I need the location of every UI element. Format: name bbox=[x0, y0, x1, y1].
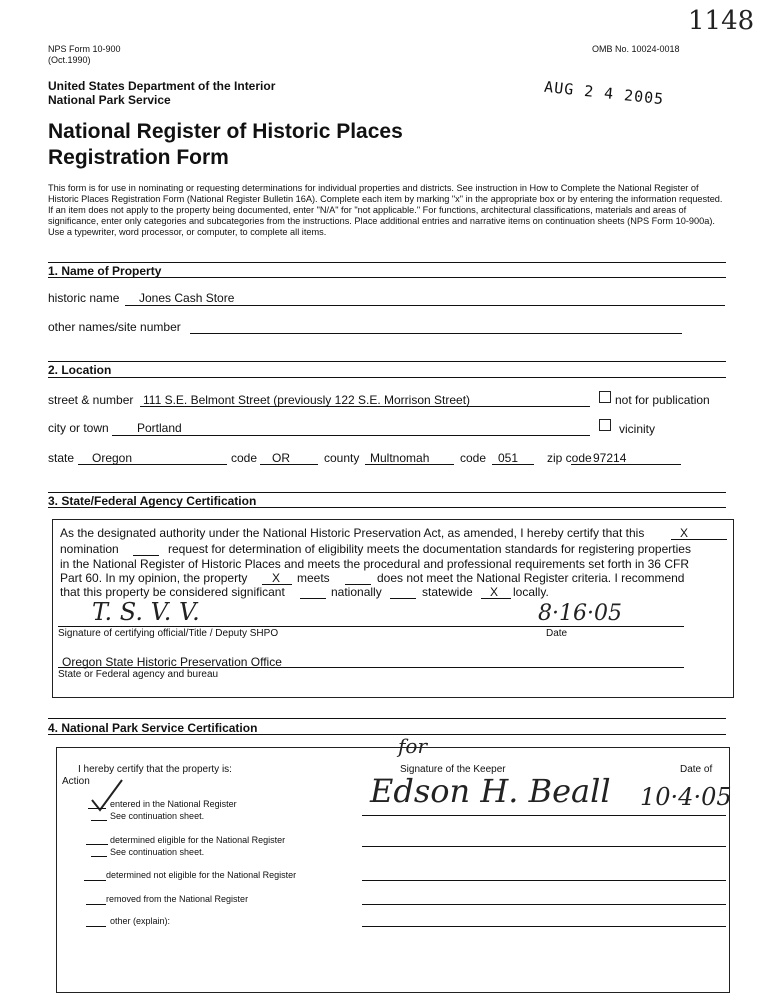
field-underline bbox=[190, 333, 682, 334]
city-label: city or town bbox=[48, 421, 109, 435]
county-code-label: code bbox=[460, 451, 487, 465]
cert-line3: in the National Register of Historic Places and meets the procedural and professional requirements set forth in 36 CFR bbox=[60, 557, 689, 571]
date-of-action-label: Date of bbox=[680, 764, 713, 775]
historic-name-label: historic name bbox=[48, 291, 120, 305]
field-underline bbox=[78, 464, 227, 465]
keeper-label: Signature of the Keeper bbox=[400, 764, 506, 775]
cert-line5-a: that this property be considered significant bbox=[60, 585, 285, 599]
signature-line bbox=[362, 926, 726, 927]
field-underline bbox=[133, 555, 159, 556]
page-title-line1: National Register of Historic Places bbox=[48, 120, 403, 143]
page-number-annotation: 1148 bbox=[688, 6, 755, 36]
divider bbox=[48, 507, 726, 508]
item-removed-label: removed from the National Register bbox=[106, 894, 249, 904]
county-label: county bbox=[324, 451, 360, 465]
other-names-label: other names/site number bbox=[48, 320, 181, 334]
certify-label: I hereby certify that the property is: bbox=[78, 764, 232, 775]
field-underline bbox=[140, 406, 590, 407]
signature-line bbox=[362, 846, 726, 847]
meets-mark[interactable]: X bbox=[272, 571, 281, 585]
action-label: Action bbox=[62, 776, 90, 787]
omb-number: OMB No. 10024-0018 bbox=[592, 44, 680, 54]
statewide-mark[interactable]: X bbox=[490, 585, 499, 599]
section1-heading: 1. Name of Property bbox=[48, 264, 162, 278]
date-label: Date bbox=[546, 628, 568, 639]
item-blank bbox=[91, 856, 107, 857]
field-underline bbox=[125, 305, 725, 306]
department: United States Department of the Interior bbox=[48, 79, 276, 93]
service: National Park Service bbox=[48, 93, 171, 107]
keeper-signature: Edson H. Beall bbox=[370, 772, 611, 810]
item-blank bbox=[86, 926, 106, 927]
form-date: (Oct.1990) bbox=[48, 55, 91, 65]
section2-heading: 2. Location bbox=[48, 363, 112, 377]
field-underline bbox=[112, 435, 590, 436]
cert-line4-a: Part 60. In my opinion, the property bbox=[60, 571, 248, 585]
item-not-eligible-label: determined not eligible for the National Register bbox=[106, 870, 297, 880]
state-label: state bbox=[48, 451, 75, 465]
cert-line1: As the designated authority under the National Historic Preservation Act, as amended, I hereby certify that this bbox=[60, 526, 645, 540]
item-blank bbox=[88, 808, 106, 809]
cert-line5-d: locally. bbox=[513, 585, 549, 599]
cert-line5-b: nationally bbox=[331, 585, 382, 599]
keeper-signature-line bbox=[362, 815, 726, 816]
received-date-stamp: AUG 2 4 2005 bbox=[543, 77, 665, 109]
certifying-signature: T. S. V. V. bbox=[92, 598, 200, 626]
keeper-date: 10·4·05 bbox=[640, 783, 732, 811]
section3-heading: 3. State/Federal Agency Certification bbox=[48, 494, 257, 508]
signature-line bbox=[58, 626, 684, 627]
state-field[interactable]: Oregon bbox=[92, 451, 133, 465]
page-title-line2: Registration Form bbox=[48, 146, 229, 169]
field-underline bbox=[492, 464, 534, 465]
divider bbox=[48, 492, 726, 493]
state-code-label: code bbox=[231, 451, 258, 465]
item-blank bbox=[86, 844, 108, 845]
historic-name-field[interactable]: Jones Cash Store bbox=[139, 291, 235, 305]
zip-field[interactable]: 97214 bbox=[593, 451, 627, 465]
cert-line4-b: meets bbox=[297, 571, 330, 585]
field-underline bbox=[671, 539, 727, 540]
item-eligible-label: determined eligible for the National Register bbox=[110, 835, 286, 845]
cert-line2-b: request for determination of eligibility meets the documentation standards for registering properties bbox=[168, 542, 691, 556]
cert-line2-a: nomination bbox=[60, 542, 119, 556]
section4-heading: 4. National Park Service Certification bbox=[48, 721, 258, 735]
street-field[interactable]: 111 S.E. Belmont Street (previously 122 S.E. Morrison Street) bbox=[143, 393, 471, 407]
not-for-publication-label: not for publication bbox=[615, 393, 710, 407]
item-entered-label: entered in the National Register bbox=[110, 799, 237, 809]
field-underline bbox=[365, 464, 454, 465]
county-code-field[interactable]: 051 bbox=[498, 451, 519, 465]
divider bbox=[48, 734, 726, 735]
item-blank bbox=[86, 904, 106, 905]
divider bbox=[48, 718, 726, 719]
certifying-signature-date: 8·16·05 bbox=[538, 601, 622, 626]
field-underline bbox=[571, 464, 681, 465]
item-eligible-sub: See continuation sheet. bbox=[110, 847, 205, 857]
field-underline bbox=[481, 598, 511, 599]
state-code-field[interactable]: OR bbox=[272, 451, 290, 465]
city-field[interactable]: Portland bbox=[137, 421, 182, 435]
vicinity-label: vicinity bbox=[619, 422, 656, 436]
not-for-publication-checkbox[interactable] bbox=[599, 391, 611, 403]
divider bbox=[48, 377, 726, 378]
cert-line5-c: statewide bbox=[422, 585, 473, 599]
divider bbox=[48, 262, 726, 263]
street-label: street & number bbox=[48, 393, 134, 407]
agency-label: State or Federal agency and bureau bbox=[58, 669, 219, 680]
field-underline bbox=[300, 598, 326, 599]
form-number: NPS Form 10-900 bbox=[48, 44, 121, 54]
signature-line bbox=[362, 904, 726, 905]
county-field[interactable]: Multnomah bbox=[370, 451, 430, 465]
divider bbox=[48, 361, 726, 362]
zip-label: zip code bbox=[547, 451, 592, 465]
item-blank bbox=[91, 820, 107, 821]
cert-line4-c: does not meet the National Register criteria. I recommend bbox=[377, 571, 685, 585]
vicinity-checkbox[interactable] bbox=[599, 419, 611, 431]
nomination-mark[interactable]: X bbox=[680, 526, 689, 540]
item-entered-sub: See continuation sheet. bbox=[110, 811, 205, 821]
item-other-label: other (explain): bbox=[110, 916, 171, 926]
field-underline bbox=[260, 464, 318, 465]
instructions-text: This form is for use in nominating or requesting determinations for individual properties and districts. See instruction in How to Complete the National Register of Historic Places Registration Form (National Register Bulletin 16A). Complete each item by marking "x" in the appropriate box or by entering the information requested. If an item does not apply to the property being documented, enter "N/A" for "not applicable." For functions, architectural classifications, materials and areas of significance, enter only categories and subcategories from the instructions. Place additional entries and narrative items on continuation sheets (NPS Form 10-900a). Use a typewriter, word processor, or computer, to complete all items. bbox=[48, 183, 723, 237]
item-blank bbox=[84, 880, 106, 881]
keeper-for-note: for bbox=[398, 734, 428, 758]
field-underline bbox=[390, 598, 416, 599]
signature-label: Signature of certifying official/Title / Deputy SHPO bbox=[58, 628, 279, 639]
agency-field[interactable]: Oregon State Historic Preservation Office bbox=[62, 655, 282, 669]
divider bbox=[48, 277, 726, 278]
field-underline bbox=[58, 667, 684, 668]
signature-line bbox=[362, 880, 726, 881]
